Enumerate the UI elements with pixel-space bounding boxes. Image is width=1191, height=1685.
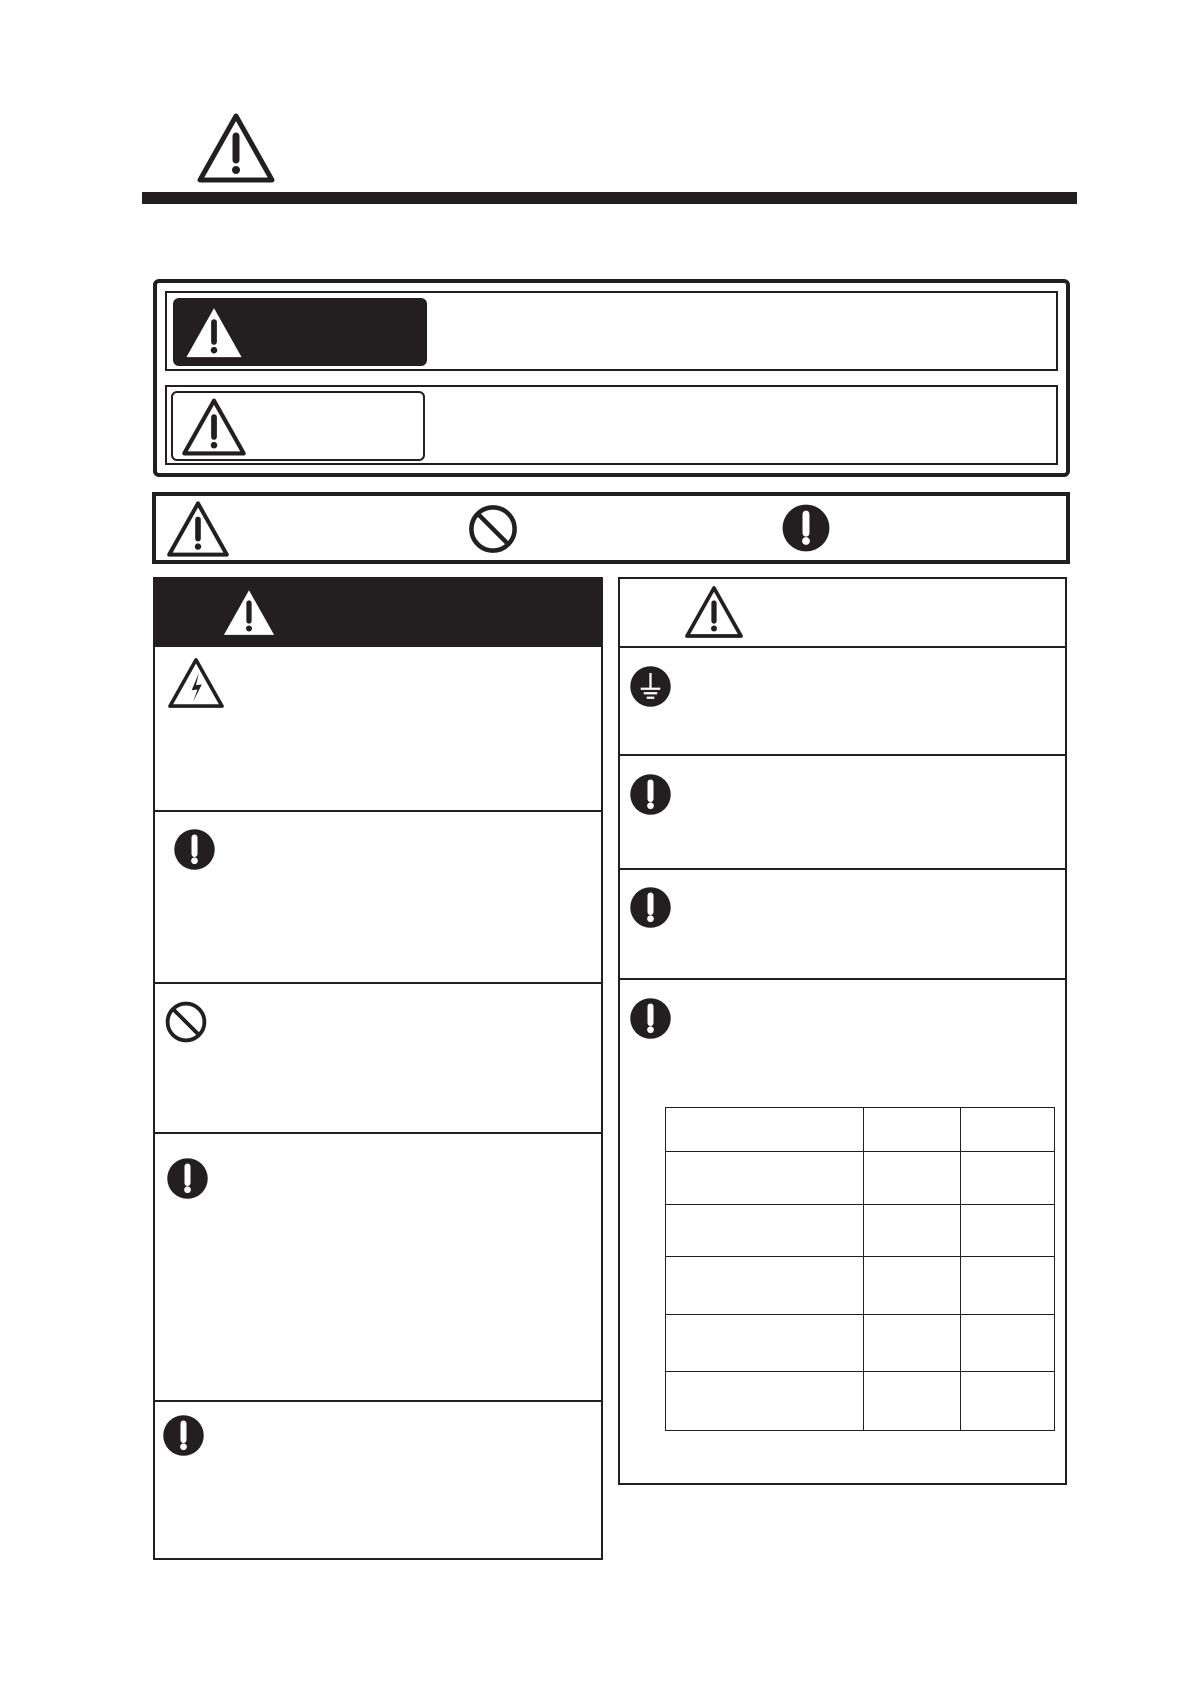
table-cell — [961, 1257, 1055, 1315]
mandatory-action-icon — [172, 827, 217, 872]
caution-item-mandatory-3 — [620, 980, 1065, 1482]
table-cell — [864, 1314, 961, 1372]
table-cell — [864, 1257, 961, 1315]
caution-item-mandatory-1 — [620, 756, 1065, 868]
table-cell — [961, 1152, 1055, 1204]
caution-item-ground — [620, 648, 1065, 754]
symbol-explanation-bar — [152, 492, 1070, 564]
warning-triangle-icon — [219, 585, 279, 639]
mandatory-action-icon — [628, 996, 673, 1041]
table-cell — [961, 1372, 1055, 1431]
warning-item-mandatory-1 — [155, 812, 601, 982]
warning-triangle-icon — [196, 112, 276, 184]
table-cell — [666, 1257, 864, 1315]
prohibition-icon — [466, 502, 520, 556]
caution-item-mandatory-2 — [620, 870, 1065, 978]
prohibition-icon — [163, 999, 209, 1045]
warning-triangle-icon — [166, 500, 230, 558]
warning-panel — [153, 577, 603, 1560]
table-cell — [666, 1108, 864, 1152]
warning-panel-header — [155, 579, 601, 647]
warning-triangle-icon — [684, 585, 744, 639]
table-cell — [864, 1108, 961, 1152]
table-cell — [864, 1372, 961, 1431]
electric-shock-icon — [167, 657, 225, 709]
table-cell — [864, 1204, 961, 1256]
legend-row-caution — [165, 385, 1058, 465]
mandatory-action-icon — [165, 1156, 210, 1201]
table-cell — [666, 1372, 864, 1431]
ground-icon — [628, 664, 673, 709]
warning-triangle-icon — [181, 302, 247, 362]
warning-triangle-icon — [181, 397, 247, 457]
warning-item-mandatory-3 — [155, 1402, 601, 1557]
mandatory-action-icon — [628, 885, 673, 930]
warning-label-badge — [173, 298, 427, 366]
mandatory-action-icon — [628, 772, 673, 817]
table-cell — [961, 1108, 1055, 1152]
signal-word-legend — [153, 279, 1070, 477]
caution-panel-header — [620, 579, 1065, 646]
caution-panel — [618, 577, 1067, 1485]
caution-table — [665, 1107, 1055, 1431]
top-rule — [142, 192, 1077, 204]
mandatory-action-icon — [780, 502, 832, 554]
mandatory-action-icon — [161, 1413, 206, 1458]
caution-label-badge — [171, 391, 425, 461]
table-cell — [666, 1314, 864, 1372]
table-cell — [864, 1152, 961, 1204]
table-cell — [666, 1152, 864, 1204]
warning-item-mandatory-2 — [155, 1134, 601, 1400]
warning-item-electric-shock — [155, 647, 601, 810]
warning-item-prohibition — [155, 984, 601, 1132]
table-cell — [961, 1204, 1055, 1256]
legend-row-warning — [165, 291, 1058, 371]
table-cell — [666, 1204, 864, 1256]
table-cell — [961, 1314, 1055, 1372]
